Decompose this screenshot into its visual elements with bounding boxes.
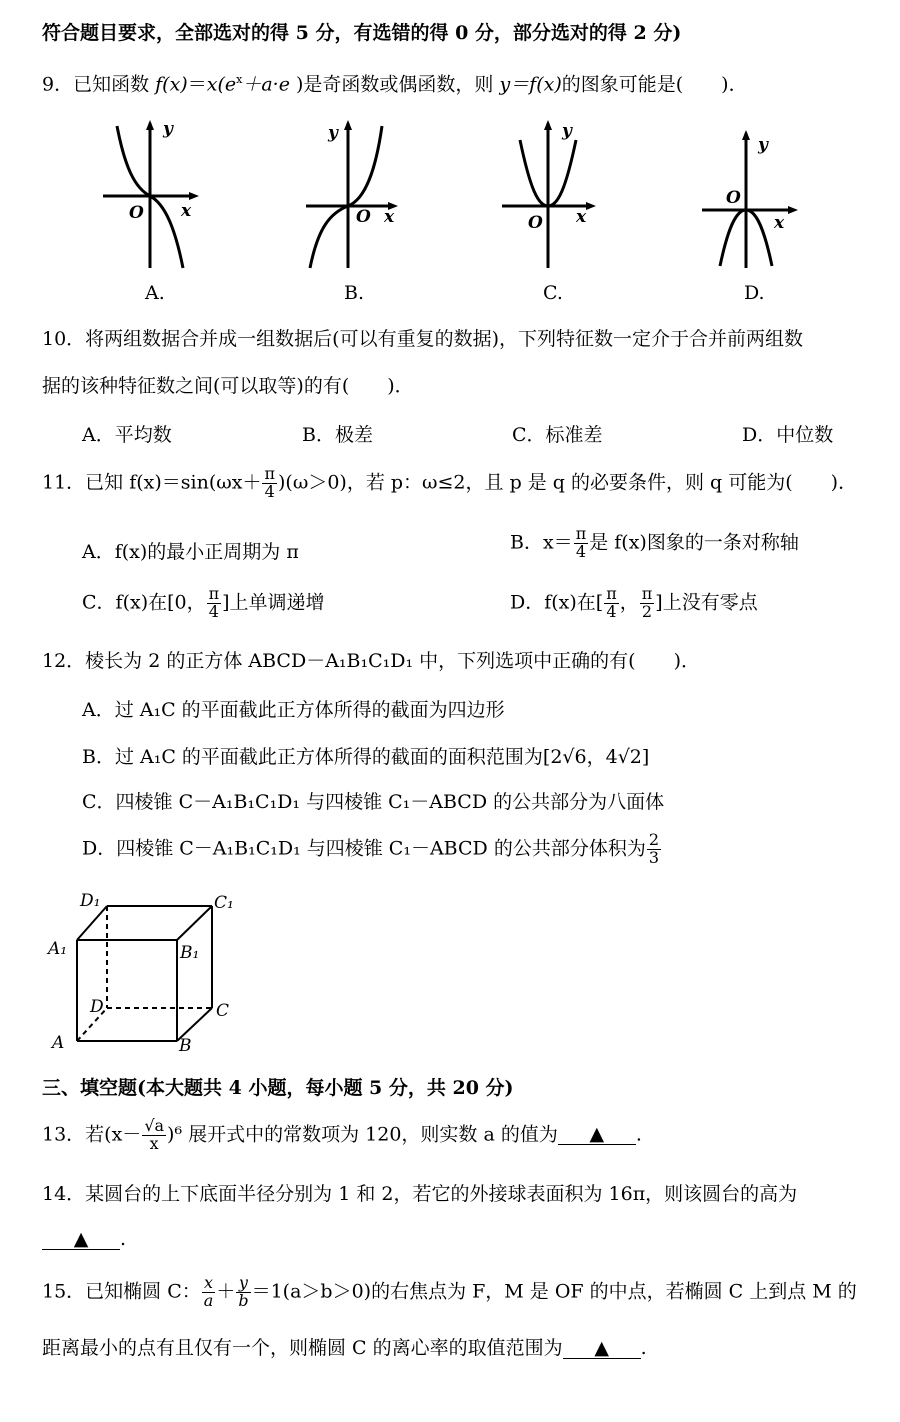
cube-label-a: A — [52, 1033, 65, 1053]
q12-stem: 12．棱长为 2 的正方体 ABCD－A₁B₁C₁D₁ 中，下列选项中正确的有( )． — [42, 650, 700, 672]
q9-yeq: y＝f(x) — [499, 73, 562, 96]
q11-option-a: A．f(x)的最小正周期为 π — [82, 541, 299, 563]
q9-graph-d — [698, 128, 808, 273]
q13-blank: ▲ — [558, 1125, 636, 1145]
q13-pre: 13．若(x－ — [42, 1123, 142, 1146]
q11-d-pre: D．f(x)在[ — [510, 591, 604, 614]
q15-num1: x — [202, 1275, 216, 1293]
q9-c-x: x — [576, 207, 587, 227]
q9-graph-c — [500, 118, 620, 273]
cube-label-a1: A₁ — [48, 939, 68, 959]
q12-option-d — [82, 832, 662, 867]
q12-d-den: 3 — [648, 847, 660, 867]
q10-option-a: A．平均数 — [82, 424, 172, 446]
q11-frac — [262, 466, 277, 501]
cube-label-c: C — [216, 1001, 230, 1021]
q12-option-a: A．过 A₁C 的平面截此正方体所得的截面为四边形 — [82, 699, 505, 721]
q14-blank: ▲ — [42, 1230, 120, 1250]
q13-post: )⁶ 展开式中的常数项为 120，则实数 a 的值为 — [167, 1123, 558, 1146]
q15-stem — [42, 1275, 857, 1310]
q15-frac1 — [202, 1275, 216, 1310]
q15-line2-text: 距离最小的点有且仅有一个，则椭圆 C 的离心率的取值范围为 — [42, 1337, 563, 1359]
q9-number: 9． — [42, 73, 74, 96]
q11-c-den: 4 — [208, 601, 219, 621]
q11-option-d — [510, 586, 758, 621]
q15-den1: a — [203, 1290, 214, 1310]
q9-fx: f(x) — [155, 73, 188, 96]
q15-post: ＝1(a＞b＞0)的右焦点为 F，M 是 OF 的中点，若椭圆 C 上到点 M 的 — [251, 1280, 857, 1303]
q15-blank: ▲ — [563, 1339, 641, 1359]
q15-plus: ＋ — [216, 1280, 236, 1303]
cube-label-b: B — [179, 1036, 192, 1056]
q9-d-o: O — [726, 188, 741, 208]
q15-num2: y — [236, 1275, 250, 1293]
cube-label-d1: D₁ — [80, 891, 101, 911]
q9-c-o: O — [528, 213, 543, 233]
cube-label-c1: C₁ — [214, 893, 234, 913]
q13-den: x — [149, 1133, 159, 1153]
q11-option-b — [510, 526, 799, 561]
q9-label-b: B. — [344, 282, 365, 304]
q15-pre: 15．已知椭圆 C： — [42, 1280, 201, 1303]
q12-option-b: B．过 A₁C 的平面截此正方体所得的截面的面积范围为[2√6，4√2] — [82, 746, 650, 768]
q11-b-pre: B．x＝ — [510, 531, 573, 554]
q11-stem — [42, 466, 857, 501]
q14-end: . — [120, 1228, 127, 1250]
q9-label-a: A. — [145, 282, 165, 304]
q11-d-den2: 2 — [641, 601, 653, 621]
q13-num: √a — [144, 1116, 165, 1135]
q9-eq: ＝ — [187, 73, 207, 96]
q15-den2: b — [238, 1290, 249, 1310]
q11-pre: 11．已知 — [42, 471, 130, 494]
q12-d-frac — [647, 832, 661, 867]
q10-line1: 10．将两组数据合并成一组数据后(可以有重复的数据)，下列特征数一定介于合并前两组数 — [42, 328, 804, 350]
q13-stem — [42, 1118, 642, 1153]
q9-a-x: x — [181, 201, 192, 221]
q11-d-num2: π — [641, 584, 653, 603]
q11-b-num: π — [575, 524, 587, 543]
q10-option-b: B．极差 — [302, 424, 373, 446]
q14-line2 — [42, 1228, 126, 1251]
q9-a-o: O — [129, 203, 144, 223]
q9-label-d: D. — [744, 282, 765, 304]
q11-frac-num: π — [264, 464, 275, 483]
q11-d-frac2 — [640, 586, 655, 621]
q13-end: . — [635, 1123, 642, 1146]
q14-line1: 14．某圆台的上下底面半径分别为 1 和 2，若它的外接球表面积为 16π，则该圆台的高为 — [42, 1183, 798, 1205]
q10-line2: 据的该种特征数之间(可以取等)的有( )． — [42, 375, 414, 397]
q11-post: )(ω＞0)，若 p：ω≤2，且 p 是 q 的必要条件，则 q 可能为( )． — [278, 471, 858, 494]
q9-text-a: 已知函数 — [73, 73, 156, 96]
q9-graph-b — [298, 118, 418, 273]
q11-b-den: 4 — [575, 541, 587, 561]
q9-c-y: y — [562, 121, 572, 141]
q11-b-post: 是 f(x)图象的一条对称轴 — [589, 531, 799, 554]
q9-text-c: )是奇函数或偶函数，则 — [289, 73, 500, 96]
q11-fx: f(x)＝sin(ωx＋ — [129, 471, 262, 494]
q10-option-d: D．中位数 — [742, 424, 834, 446]
q12-option-c: C．四棱锥 C－A₁B₁C₁D₁ 与四棱锥 C₁－ABCD 的公共部分为八面体 — [82, 791, 665, 813]
q13-frac — [142, 1118, 166, 1153]
q15-line2 — [42, 1337, 647, 1360]
q9-text-d: 的图象可能是( )． — [561, 73, 748, 96]
cube-figure — [42, 888, 252, 1058]
cube-label-b1: B₁ — [180, 943, 200, 963]
q11-c-pre: C．f(x)在[0， — [82, 591, 206, 614]
q11-c-frac — [207, 586, 222, 621]
q11-frac-den: 4 — [264, 481, 275, 501]
q15-frac2 — [236, 1275, 250, 1310]
q11-c-num: π — [208, 584, 220, 603]
q9-expr2: ＋a·e — [242, 73, 290, 96]
q10-option-c: C．标准差 — [512, 424, 603, 446]
q9-label-c: C. — [543, 282, 563, 304]
header-line: 符合题目要求，全部选对的得 5 分，有选错的得 0 分，部分选对的得 2 分) — [42, 22, 682, 44]
q11-b-frac — [574, 526, 589, 561]
q11-d-num1: π — [606, 584, 617, 603]
q9-expr: x(e — [206, 73, 237, 96]
q11-c-post: ]上单调递增 — [222, 591, 325, 614]
q11-d-den1: 4 — [606, 601, 617, 621]
q9-graph-a — [95, 118, 215, 273]
q11-d-frac1 — [604, 586, 619, 621]
q9-d-y: y — [758, 135, 768, 155]
q11-option-c — [82, 586, 325, 621]
section-3-title: 三、填空题(本大题共 4 小题，每小题 5 分，共 20 分) — [42, 1077, 514, 1099]
q15-end: . — [640, 1337, 647, 1359]
q11-d-mid: ， — [619, 591, 639, 614]
cube-label-d: D — [90, 997, 104, 1017]
q9-stem — [42, 73, 748, 96]
q12-d-num: 2 — [648, 830, 660, 849]
q11-d-post: ]上没有零点 — [655, 591, 758, 614]
q9-b-y: y — [328, 123, 338, 143]
q9-b-x: x — [384, 207, 395, 227]
q12-d-pre: D．四棱锥 C－A₁B₁C₁D₁ 与四棱锥 C₁－ABCD 的公共部分体积为 — [82, 837, 646, 860]
q9-a-y: y — [163, 119, 173, 139]
q9-sup: x — [236, 73, 243, 86]
q9-b-o: O — [356, 207, 371, 227]
q9-d-x: x — [774, 213, 785, 233]
